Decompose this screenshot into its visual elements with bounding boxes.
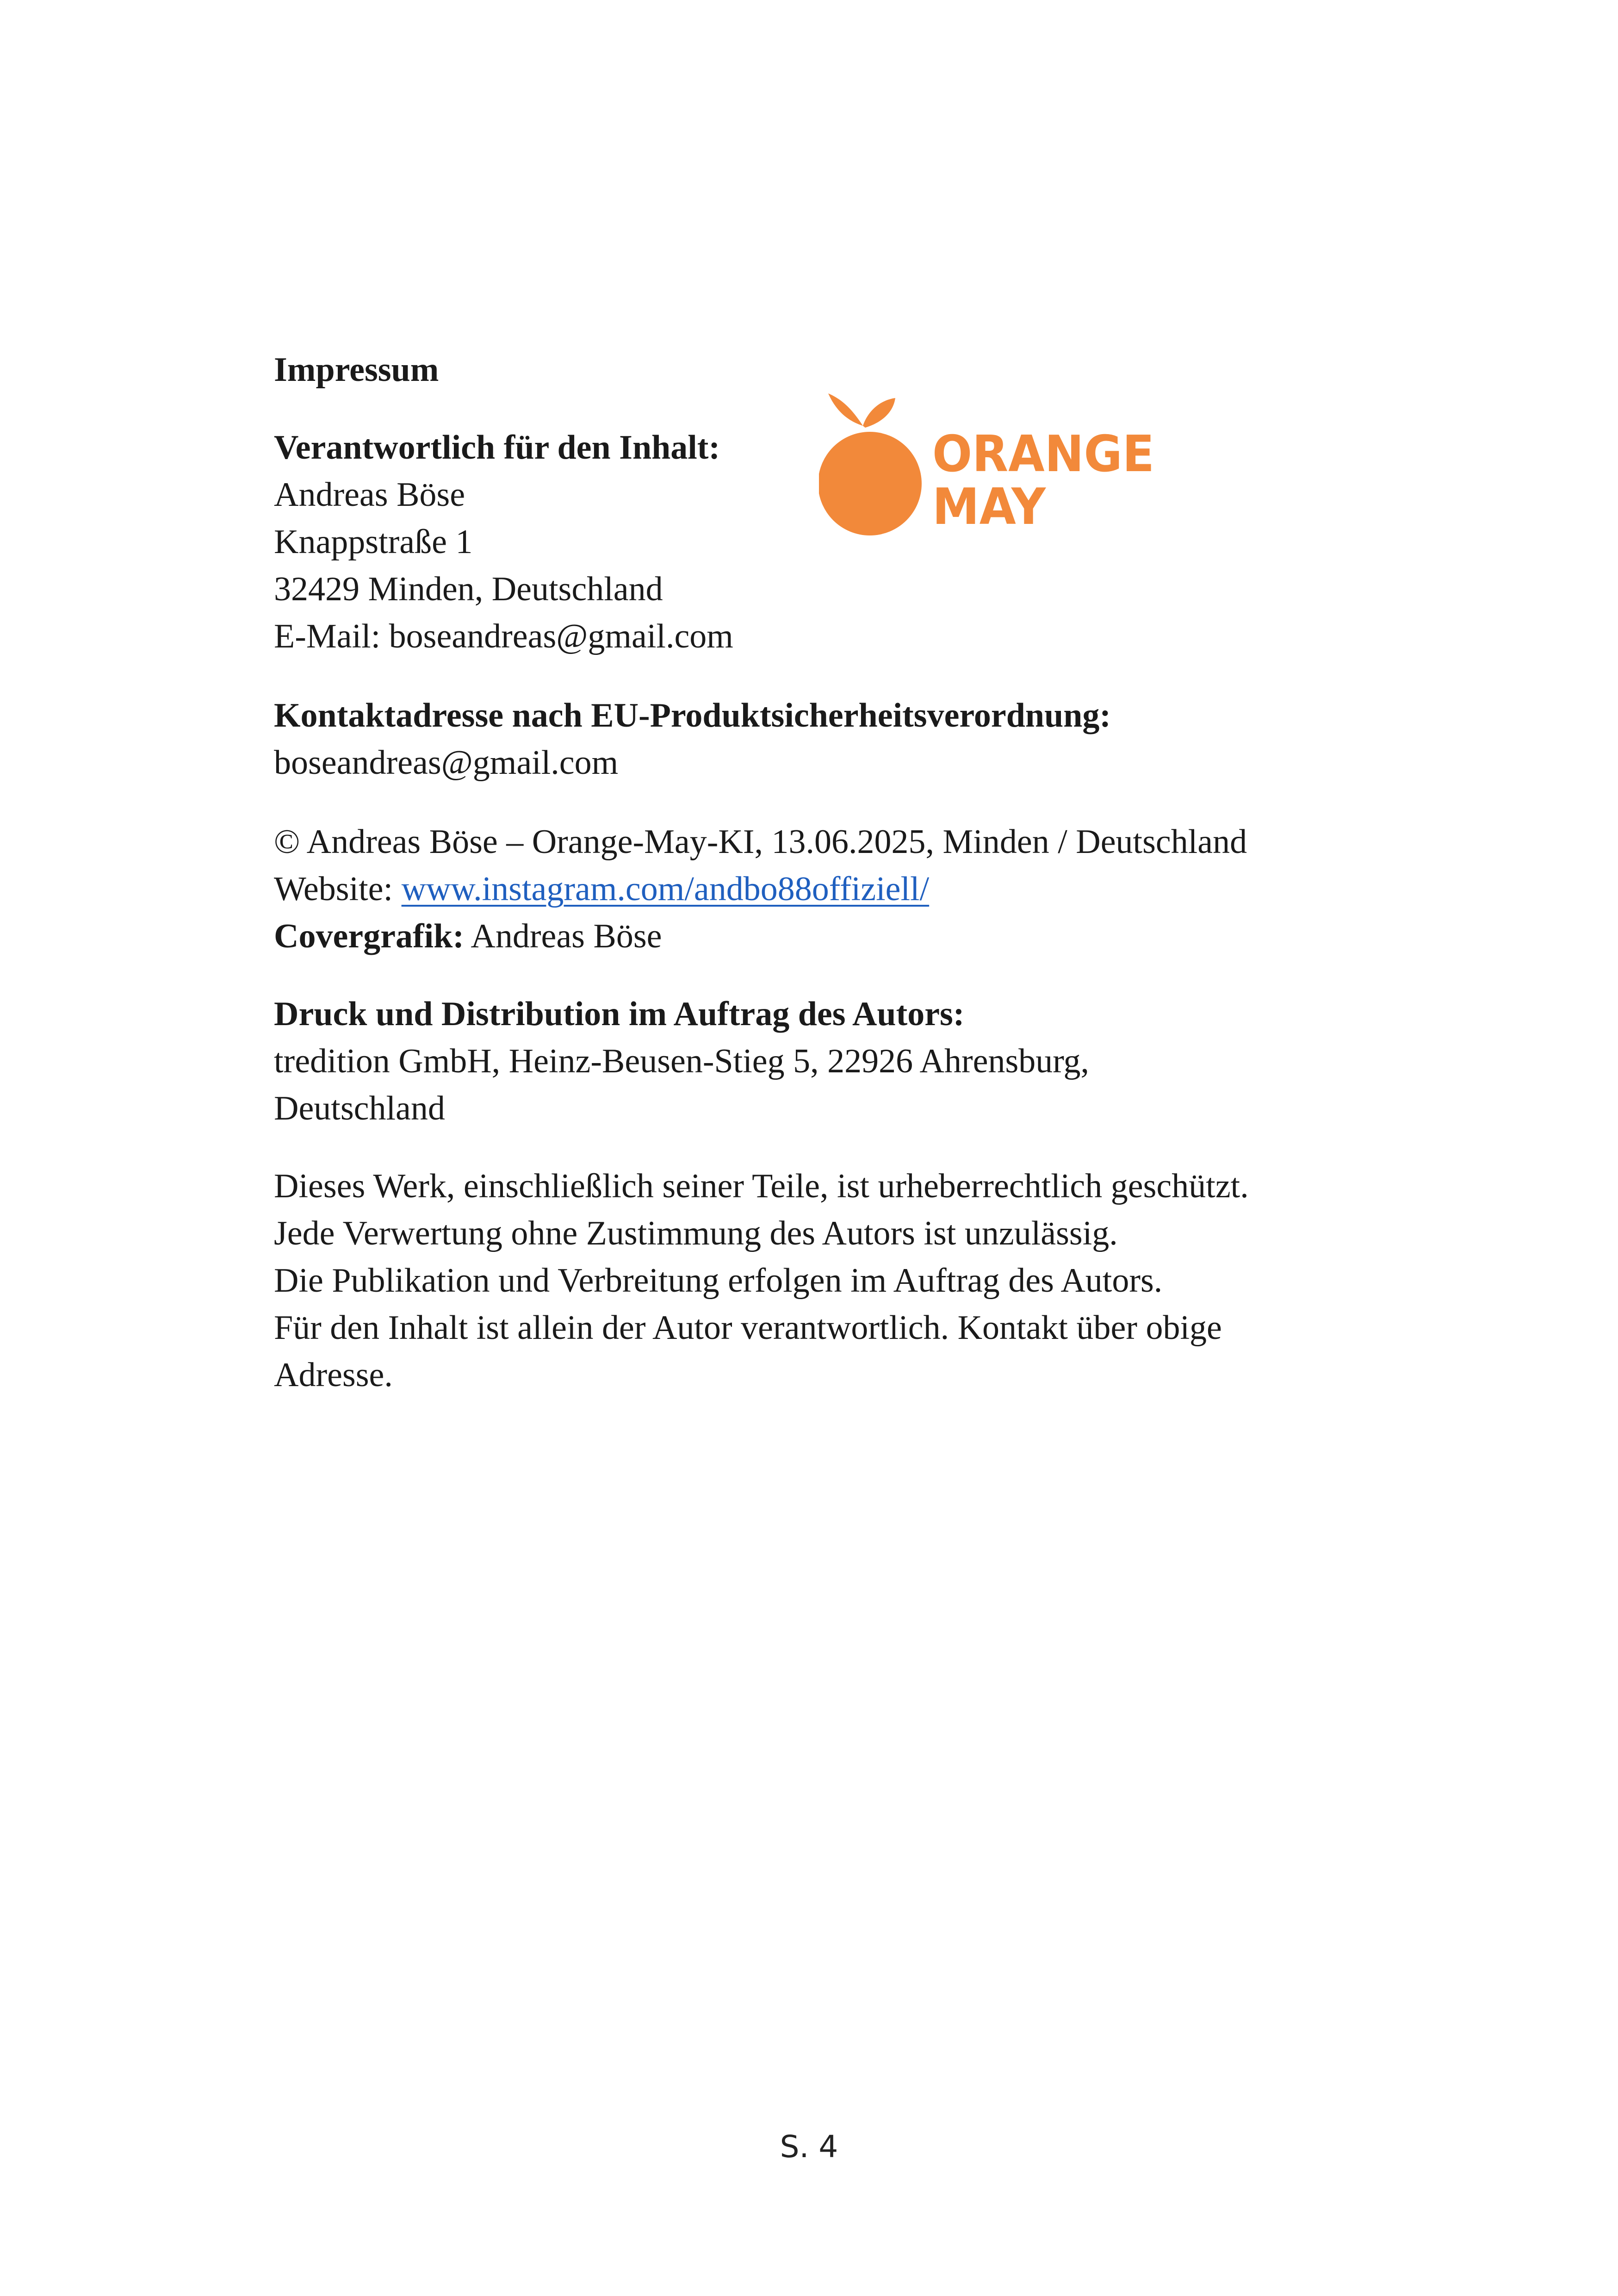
page-title: Impressum — [274, 351, 439, 389]
responsible-street: Knappstraße 1 — [274, 523, 473, 561]
legal-line: Adresse. — [274, 1356, 393, 1394]
cover-label: Covergrafik: — [274, 917, 464, 955]
orange-fruit-icon — [819, 432, 922, 535]
eu-contact-section — [274, 692, 1384, 786]
print-address-line2: Deutschland — [274, 1089, 445, 1127]
print-distribution-section — [274, 990, 1384, 1132]
orange-stem-icon — [863, 398, 895, 428]
logo-text-line2: MAY — [932, 478, 1047, 536]
legal-line: Für den Inhalt ist allein der Autor verantwortlich. Kontakt über obige — [274, 1309, 1222, 1347]
responsible-email: E-Mail: boseandreas@gmail.com — [274, 617, 733, 655]
legal-line: Die Publikation und Verbreitung erfolgen im Auftrag des Autors. — [274, 1262, 1163, 1300]
responsible-name: Andreas Böse — [274, 476, 465, 514]
imprint-heading-block — [274, 346, 1384, 393]
website-label: Website: — [274, 870, 393, 908]
eu-contact-email: boseandreas@gmail.com — [274, 744, 619, 782]
orange-may-logo — [819, 389, 1161, 546]
logo-text-line1: ORANGE — [932, 425, 1154, 483]
legal-notice-section — [274, 1163, 1384, 1399]
print-label: Druck und Distribution im Auftrag des Autors: — [274, 995, 965, 1033]
cover-value: Andreas Böse — [471, 917, 662, 955]
responsible-label: Verantwortlich für den Inhalt: — [274, 429, 720, 467]
page-number: S. 4 — [780, 2129, 838, 2165]
legal-line: Dieses Werk, einschließlich seiner Teile, ist urheberrechtlich geschützt. — [274, 1167, 1249, 1205]
print-address-line1: tredition GmbH, Heinz-Beusen-Stieg 5, 22926 Ahrensburg, — [274, 1042, 1090, 1080]
website-line — [274, 865, 1384, 913]
eu-contact-label: Kontaktadresse nach EU-Produktsicherheitsverordnung: — [274, 697, 1111, 734]
cover-line — [274, 913, 1384, 960]
legal-line: Jede Verwertung ohne Zustimmung des Autors ist unzulässig. — [274, 1214, 1118, 1252]
orange-leaf-icon — [828, 393, 863, 426]
copyright-line: © Andreas Böse – Orange-May-KI, 13.06.2025, Minden / Deutschland — [274, 823, 1247, 861]
copyright-section — [274, 818, 1384, 960]
responsible-city: 32429 Minden, Deutschland — [274, 570, 663, 608]
website-link[interactable]: www.instagram.com/andbo88offiziell/ — [401, 870, 930, 908]
